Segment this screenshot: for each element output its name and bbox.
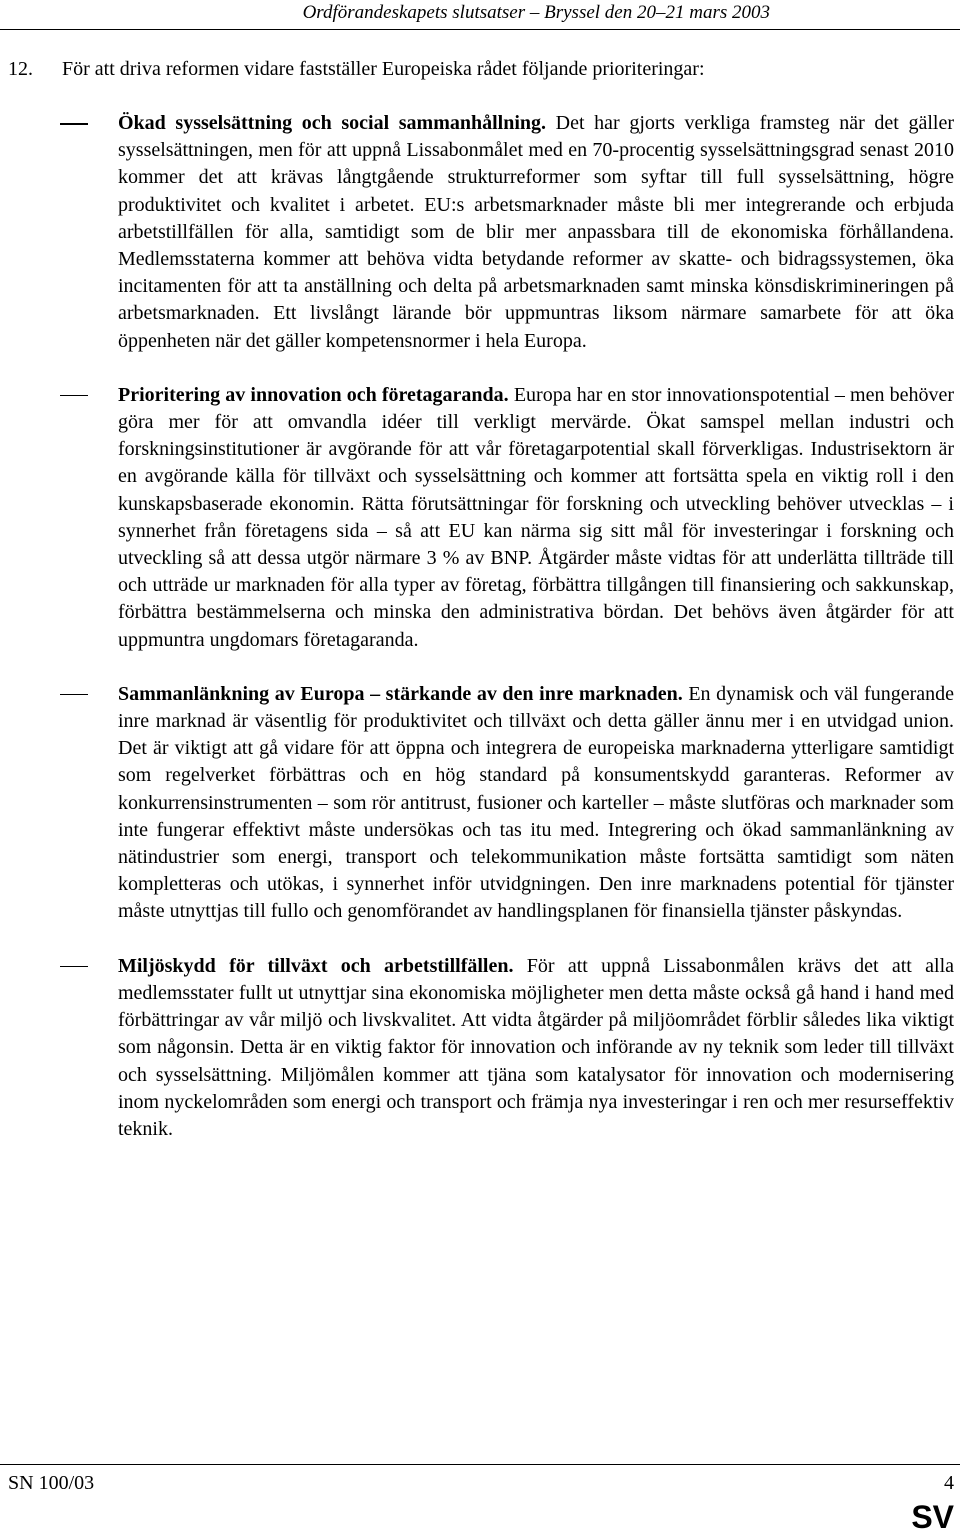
priority-item — [0, 953, 960, 1143]
priority-paragraph — [118, 681, 954, 926]
page-number: 4 — [944, 1472, 954, 1494]
priority-title: Prioritering av innovation och företagaranda. — [118, 383, 509, 406]
priority-paragraph — [118, 110, 954, 355]
language-code: SV — [911, 1499, 954, 1535]
priority-body: En dynamisk och väl fungerande inre marknad är väsentlig för produktivitet och tillväxt och detta gäller ännu mer i en utvidgad union. Det är viktigt att gå vidare för att öppna och integrera de europeiska marknaderna ytterligare samtidigt som regelverket förbättras och en hög standard på konsumentskydd garanteras. Reformer av konkurrensinstrumenten – som rör antitrust, fusioner och karteller – måste slutföras och marknader som inte fungerar effektivt måste undersökas och tas itu med. Integrering och ökad sammanlänkning av nätindustrier som energi, transport och telekommunikation måste fortsätta samtidigt som näten kompletteras och utökas, i synnerhet inför utvidgningen. Den inre marknadens potential för tjänster måste utnyttjas till fullo och genomförandet av handlingsplanen för finansiella tjänster påskyndas. — [118, 682, 954, 923]
priority-body: Europa har en stor innovationspotential – men behöver göra mer för att omvandla idéer till verkligt mervärde. Ökat samspel mellan industri och forskningsinstitutioner är avgörande för att vår företagarpotential skall förverkligas. Industrisektorn är en avgörande källa för tillväxt och sysselsättning och kommer att fortsätta spela en viktig roll i den kunskapsbaserade ekonomin. Rätta förutsättningar för forskning och utveckling behöver utvecklas – i synnerhet från företagens sida – så att EU kan närma sig sitt mål för investeringar i forskning och utveckling så att dessa utgör närmare 3 % av BNP. Åtgärder måste vidtas för att underlätta tillträde till och utträde ur marknaden för alla typer av företag, förbättra tillgången till finansiering och sakkunskap, förbättra bestämmelserna och minska den administrativa bördan. Det behövs även åtgärder för att uppmuntra ungdomars företagaranda. — [118, 383, 955, 651]
priority-title: Miljöskydd för tillväxt och arbetstillfällen. — [118, 954, 514, 977]
dash-bullet-icon — [60, 395, 88, 397]
priority-paragraph — [118, 953, 954, 1143]
item-heading-text: För att driva reformen vidare fastställer Europeiska rådet följande prioriteringar: — [62, 58, 705, 80]
footer-divider — [0, 1464, 960, 1465]
priority-title: Ökad sysselsättning och social sammanhållning. — [118, 112, 547, 134]
item-heading — [8, 58, 705, 81]
priority-list — [0, 110, 960, 1170]
priority-body: Det har gjorts verkliga framsteg när det gäller sysselsättningen, men för att uppnå Lissabonmålet med en 70-procentig sysselsättningsgrad senast 2010 kommer det att krävas långtgående strukturreformer som syftar till full sysselsättning, högre produktivitet och kvalitet i arbetet. EU:s arbetsmarknader måste bli mer integrerande och erbjuda arbetstillfällen för alla, samtidigt som de blir mer anpassbara till de ekonomiska förhållandena. Medlemsstaterna kommer att behöva vidta betydande reformer av skatte- och bidragssystemen, öka incitamenten för att ta anställning och delta på arbetsmarknaden samt minska könsdiskrimineringen på arbetsmarknaden. Ett livslångt lärande bör uppmuntras liksom närmare samarbete för att öka öppenheten när det gäller kompetensnormer i hela Europa. — [118, 112, 954, 352]
priority-item — [0, 681, 960, 926]
document-reference: SN 100/03 — [8, 1472, 95, 1494]
priority-title: Sammanlänkning av Europa – stärkande av den inre marknaden. — [118, 682, 683, 705]
item-number: 12. — [8, 58, 33, 80]
running-header: Ordförandeskapets slutsatser – Bryssel den 20–21 mars 2003 — [302, 2, 770, 23]
priority-paragraph — [118, 382, 954, 654]
priority-body: För att uppnå Lissabonmålen krävs det att alla medlemsstater fullt ut utnyttjar sina ekonomiska möjligheter men detta måste också gå hand i hand med förbättringar av vår miljö och livskvalitet. Att vidta åtgärder på miljöområdet förblir således lika viktigt som någonsin. Detta är en viktig faktor för innovation och införande av ny teknik som leder till tillväxt och sysselsättning. Miljömålen kommer att tjäna som katalysator för innovation och modernisering inom nyckelområden som energi och transport och främja nya investeringar i ren och mer resurseffektiv teknik. — [118, 954, 954, 1140]
priority-item — [0, 382, 960, 654]
dash-bullet-icon — [60, 123, 88, 125]
dash-bullet-icon — [60, 694, 88, 696]
header-divider — [0, 29, 960, 30]
priority-item — [0, 110, 960, 355]
dash-bullet-icon — [60, 966, 88, 968]
